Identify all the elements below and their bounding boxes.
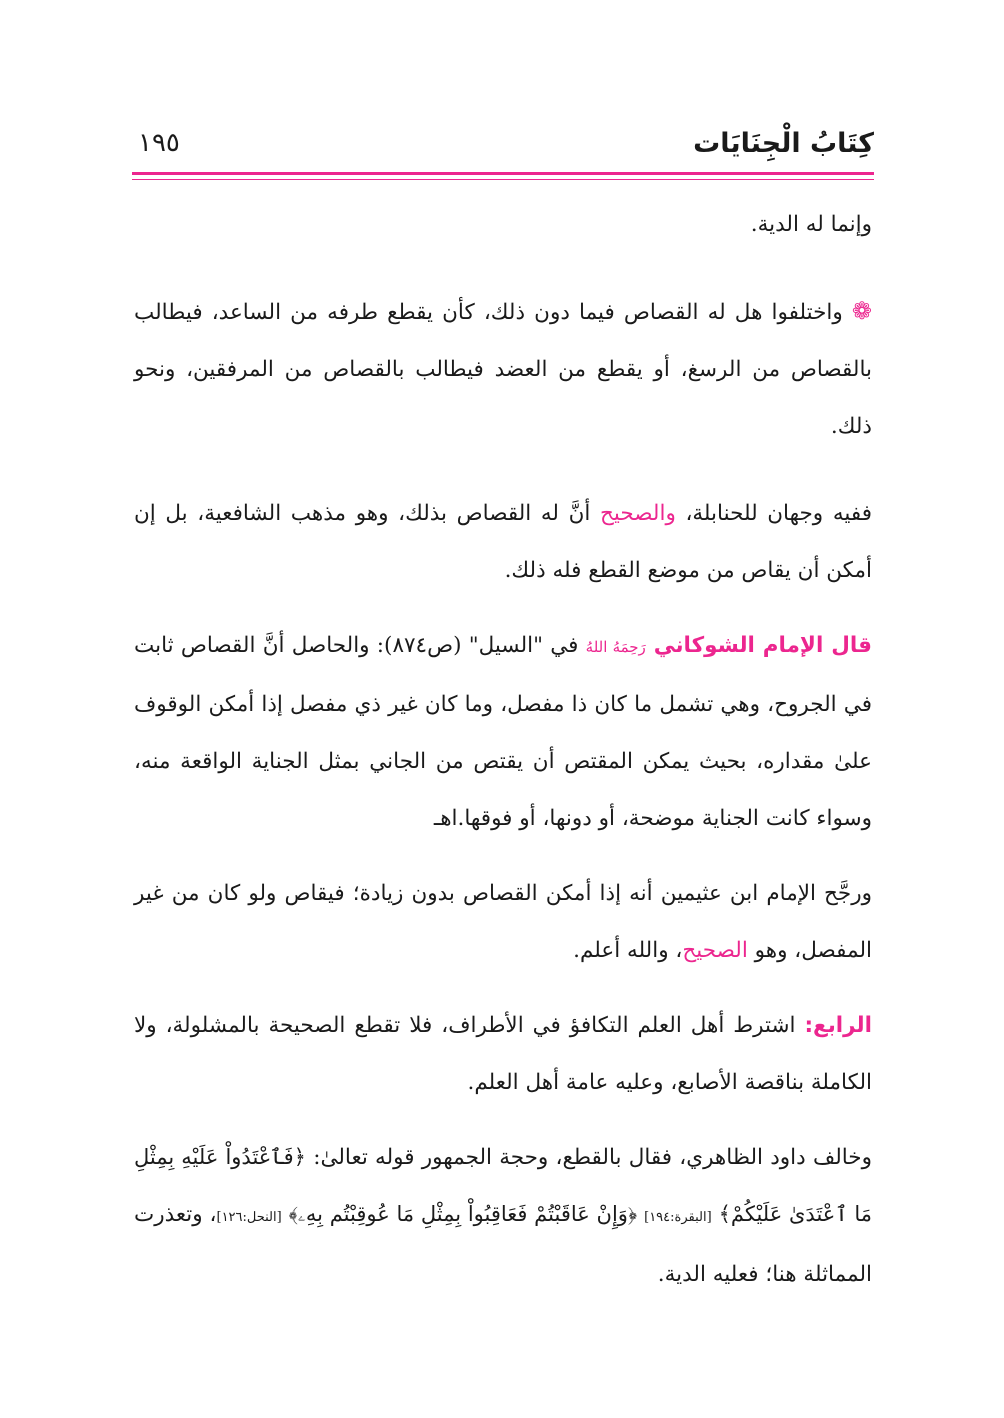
quote-text: في "السيل" (ص٨٧٤): والحاصل أنَّ القصاص ثابت في الجروح، وهي تشمل ما كان ذا مفصل، وما كان غير ذي مفصل إذا أمكن الوقوف علىٰ مقداره، بحيث يمكن المقتص أن يقتص من الجاني بمثل الجناية الواقعة منه، وسواء كانت الجناية موضحة، أو دونها، أو فوقها.اهـ <box>134 633 872 831</box>
paragraph-7-part2: ، وتعذرت المماثلة هنا؛ فعليه الدية. <box>134 1202 872 1287</box>
paragraph-5 <box>134 865 872 979</box>
quran-verse-2: ﴿وَإِنْ عَاقَبْتُمْ فَعَاقِبُواْ بِمِثْلِ مَا عُوقِبْتُم بِهِۦ﴾ <box>288 1202 638 1226</box>
header-rule-thin <box>132 179 874 180</box>
honorific: رَحِمَهُ اللهُ <box>585 638 646 656</box>
paragraph-2-text: واختلفوا هل له القصاص فيما دون ذلك، كأن يقطع طرفه من الساعد، فيطالب بالقصاص من الرسغ، أو يقطع من العضد فيطالب بالقصاص من المرفقين، ونحو ذلك. <box>134 300 872 439</box>
quran-verse-1: ﴿فَٱعْتَدُواْ عَلَيْهِ بِمِثْلِ مَا ٱعْتَدَىٰ عَلَيْكُمْ﴾ <box>134 1145 872 1226</box>
verse-reference-1: [البقرة:١٩٤] <box>644 1210 712 1225</box>
highlight-sahih: والصحيح <box>600 501 676 526</box>
page-header <box>132 118 874 168</box>
flower-icon: ❁ <box>851 297 872 325</box>
paragraph-7-part1: وخالف داود الظاهري، فقال بالقطع، وحجة الجمهور قوله تعالىٰ: <box>305 1145 872 1170</box>
header-rule-thick <box>132 172 874 175</box>
paragraph-5-part2: ، والله أعلم. <box>573 938 683 963</box>
body-text <box>134 196 872 1303</box>
paragraph-5-part1: ورجَّح الإمام ابن عثيمين أنه إذا أمكن القصاص بدون زيادة؛ فيقاص ولو كان من غير المفصل، وهو <box>134 881 872 963</box>
paragraph-3-part2: أنَّ له القصاص بذلك، وهو مذهب الشافعية، بل إن أمكن أن يقاص من موضع القطع فله ذلك. <box>134 501 872 583</box>
paragraph-2 <box>134 283 872 455</box>
chapter-title: كِتَابُ الْجِنَايَات <box>693 128 874 159</box>
paragraph-1: وإنما له الدية. <box>750 212 872 237</box>
author-name: قال الإمام الشوكاني <box>645 633 873 658</box>
highlight-sahih-2: الصحيح <box>682 938 748 963</box>
paragraph-4 <box>134 617 872 847</box>
paragraph-6-text: اشترط أهل العلم التكافؤ في الأطراف، فلا تقطع الصحيحة بالمشلولة، ولا الكاملة بناقصة الأصابع، وعليه عامة أهل العلم. <box>134 1013 872 1095</box>
paragraph-6 <box>134 997 872 1111</box>
paragraph-3 <box>134 485 872 599</box>
paragraph-3-part1: ففيه وجهان للحنابلة، <box>675 501 872 526</box>
paragraph-7 <box>134 1129 872 1303</box>
page-number: ١٩٥ <box>138 128 180 158</box>
verse-reference-2: [النحل:١٢٦] <box>216 1210 282 1225</box>
section-label: الرابع: <box>804 1013 872 1038</box>
